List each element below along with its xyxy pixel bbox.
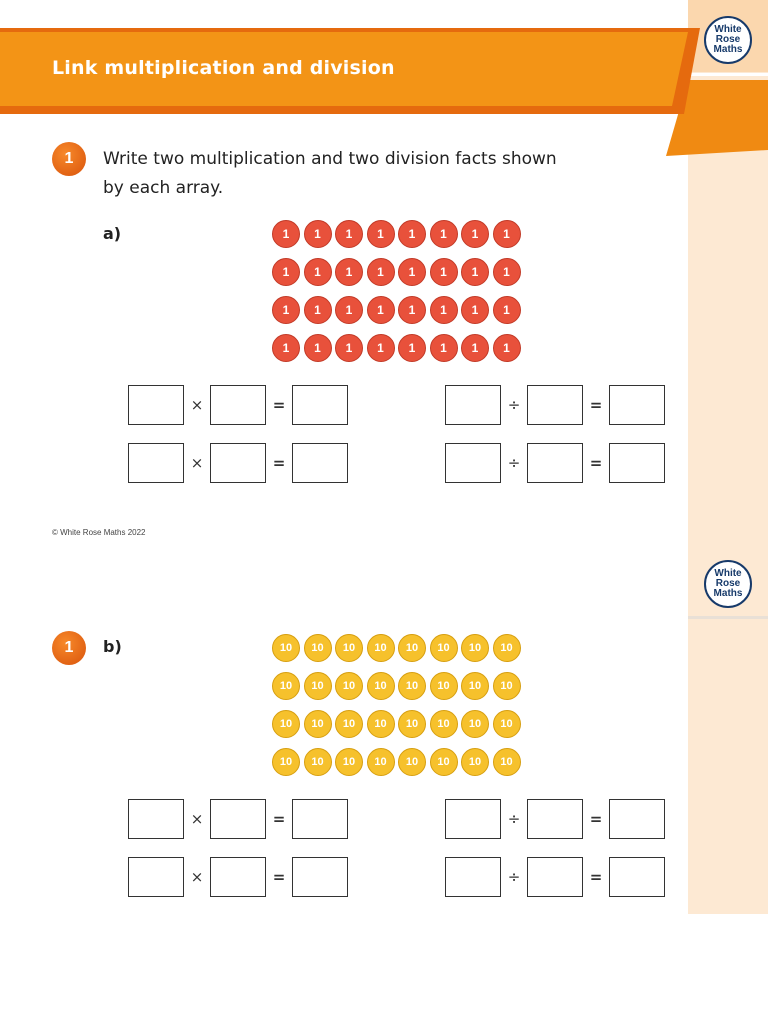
- place-value-counter: 10: [335, 710, 363, 738]
- answer-box[interactable]: [128, 857, 184, 897]
- place-value-counter: 1: [335, 296, 363, 324]
- counter-array-b: [272, 634, 521, 776]
- multiply-sign: ×: [190, 868, 204, 886]
- division-fact-b2: [445, 857, 665, 897]
- place-value-counter: 1: [430, 220, 458, 248]
- answer-box[interactable]: [609, 385, 665, 425]
- place-value-counter: 1: [461, 296, 489, 324]
- place-value-counter: 1: [367, 258, 395, 286]
- multiply-sign: ×: [190, 454, 204, 472]
- answer-box[interactable]: [527, 385, 583, 425]
- answer-box[interactable]: [445, 385, 501, 425]
- place-value-counter: 10: [398, 634, 426, 662]
- place-value-counter: 10: [430, 672, 458, 700]
- place-value-counter: 1: [398, 334, 426, 362]
- place-value-counter: 10: [430, 710, 458, 738]
- answer-box[interactable]: [609, 857, 665, 897]
- answer-box[interactable]: [292, 385, 348, 425]
- place-value-counter: 10: [335, 748, 363, 776]
- question-instruction: [103, 145, 603, 203]
- place-value-counter: 10: [335, 672, 363, 700]
- question-number-badge: 1: [52, 631, 86, 665]
- answer-box[interactable]: [445, 857, 501, 897]
- answer-box[interactable]: [445, 799, 501, 839]
- place-value-counter: 10: [430, 748, 458, 776]
- logo-text-line2: Rose: [715, 578, 741, 589]
- place-value-counter: 10: [493, 748, 521, 776]
- place-value-counter: 10: [367, 634, 395, 662]
- divide-sign: ÷: [507, 454, 521, 472]
- place-value-counter: 10: [304, 672, 332, 700]
- equals-sign: =: [589, 868, 603, 886]
- answer-box[interactable]: [527, 857, 583, 897]
- place-value-counter: 10: [272, 634, 300, 662]
- place-value-counter: 1: [335, 334, 363, 362]
- place-value-counter: 1: [398, 220, 426, 248]
- answer-box[interactable]: [128, 443, 184, 483]
- place-value-counter: 10: [304, 748, 332, 776]
- division-fact-a1: [445, 385, 665, 425]
- answer-box[interactable]: [445, 443, 501, 483]
- place-value-counter: 10: [461, 634, 489, 662]
- division-fact-b1: [445, 799, 665, 839]
- place-value-counter: 1: [430, 258, 458, 286]
- answer-box[interactable]: [527, 443, 583, 483]
- place-value-counter: 10: [367, 710, 395, 738]
- multiplication-fact-a1: [128, 385, 348, 425]
- place-value-counter: 1: [367, 220, 395, 248]
- multiply-sign: ×: [190, 396, 204, 414]
- answer-box[interactable]: [609, 799, 665, 839]
- logo-text-line3: Maths: [713, 44, 743, 55]
- copyright-notice: © White Rose Maths 2022: [52, 528, 146, 537]
- multiply-sign: ×: [190, 810, 204, 828]
- place-value-counter: 1: [367, 334, 395, 362]
- place-value-counter: 10: [335, 634, 363, 662]
- counter-array-a: [272, 220, 521, 362]
- logo-text-line3: Maths: [713, 588, 743, 599]
- logo-text-line1: White: [714, 24, 742, 35]
- place-value-counter: 1: [272, 258, 300, 286]
- equals-sign: =: [272, 810, 286, 828]
- place-value-counter: 10: [493, 672, 521, 700]
- division-fact-a2: [445, 443, 665, 483]
- multiplication-fact-a2: [128, 443, 348, 483]
- white-rose-maths-logo: [704, 560, 752, 608]
- white-rose-maths-logo: [704, 16, 752, 64]
- instruction-line-1: Write two multiplication and two division facts shown: [103, 149, 557, 169]
- place-value-counter: 10: [272, 710, 300, 738]
- place-value-counter: 1: [493, 258, 521, 286]
- place-value-counter: 1: [304, 296, 332, 324]
- place-value-counter: 10: [272, 748, 300, 776]
- place-value-counter: 1: [335, 258, 363, 286]
- equals-sign: =: [272, 868, 286, 886]
- place-value-counter: 1: [335, 220, 363, 248]
- place-value-counter: 1: [398, 258, 426, 286]
- place-value-counter: 10: [367, 748, 395, 776]
- logo-text-line1: White: [714, 568, 742, 579]
- place-value-counter: 10: [430, 634, 458, 662]
- place-value-counter: 1: [272, 296, 300, 324]
- equals-sign: =: [272, 396, 286, 414]
- place-value-counter: 10: [461, 672, 489, 700]
- place-value-counter: 10: [367, 672, 395, 700]
- multiplication-fact-b2: [128, 857, 348, 897]
- instruction-line-2: by each array.: [103, 178, 224, 198]
- part-a-label: a): [103, 224, 122, 243]
- place-value-counter: 1: [493, 220, 521, 248]
- place-value-counter: 10: [493, 710, 521, 738]
- place-value-counter: 1: [272, 220, 300, 248]
- multiplication-fact-b1: [128, 799, 348, 839]
- place-value-counter: 1: [461, 334, 489, 362]
- equals-sign: =: [589, 396, 603, 414]
- answer-box[interactable]: [609, 443, 665, 483]
- answer-box[interactable]: [292, 799, 348, 839]
- answer-box[interactable]: [527, 799, 583, 839]
- place-value-counter: 10: [461, 710, 489, 738]
- logo-text-line2: Rose: [715, 34, 741, 45]
- divide-sign: ÷: [507, 396, 521, 414]
- answer-box[interactable]: [210, 443, 266, 483]
- answer-box[interactable]: [210, 799, 266, 839]
- place-value-counter: 1: [398, 296, 426, 324]
- place-value-counter: 1: [367, 296, 395, 324]
- place-value-counter: 1: [461, 220, 489, 248]
- equals-sign: =: [272, 454, 286, 472]
- place-value-counter: 1: [430, 296, 458, 324]
- page-title: Link multiplication and division: [52, 57, 395, 79]
- place-value-counter: 1: [304, 220, 332, 248]
- place-value-counter: 1: [304, 334, 332, 362]
- place-value-counter: 10: [461, 748, 489, 776]
- page2-sidebar: [688, 619, 768, 914]
- place-value-counter: 10: [304, 710, 332, 738]
- place-value-counter: 1: [304, 258, 332, 286]
- part-b-label: b): [103, 637, 122, 656]
- place-value-counter: 1: [461, 258, 489, 286]
- place-value-counter: 10: [398, 748, 426, 776]
- equals-sign: =: [589, 810, 603, 828]
- page1-sidebar-divider: [688, 73, 768, 76]
- answer-box[interactable]: [292, 857, 348, 897]
- place-value-counter: 10: [398, 710, 426, 738]
- place-value-counter: 10: [493, 634, 521, 662]
- place-value-counter: 1: [430, 334, 458, 362]
- answer-box[interactable]: [128, 385, 184, 425]
- question-number-badge: 1: [52, 142, 86, 176]
- place-value-counter: 1: [272, 334, 300, 362]
- answer-box[interactable]: [292, 443, 348, 483]
- answer-box[interactable]: [210, 857, 266, 897]
- place-value-counter: 1: [493, 296, 521, 324]
- answer-box[interactable]: [210, 385, 266, 425]
- place-value-counter: 10: [398, 672, 426, 700]
- place-value-counter: 10: [304, 634, 332, 662]
- equals-sign: =: [589, 454, 603, 472]
- divide-sign: ÷: [507, 810, 521, 828]
- answer-box[interactable]: [128, 799, 184, 839]
- place-value-counter: 1: [493, 334, 521, 362]
- place-value-counter: 10: [272, 672, 300, 700]
- divide-sign: ÷: [507, 868, 521, 886]
